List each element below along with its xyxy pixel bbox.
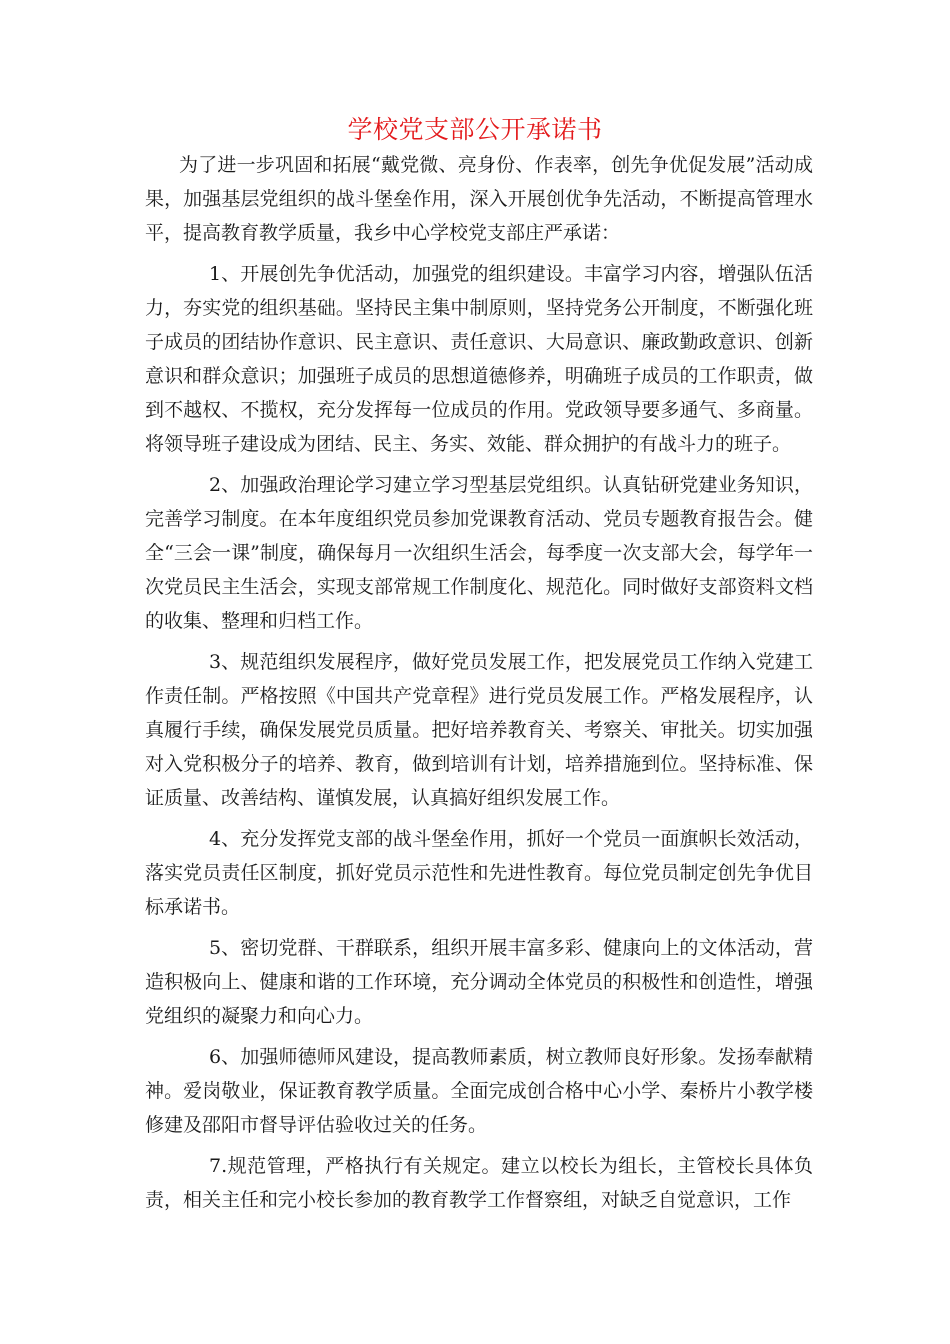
commitment-paragraph-2: 2、加强政治理论学习建立学习型基层党组织。认真钻研党建业务知识，完善学习制度。在本年度组织党员参加党课教育活动、党员专题教育报告会。健全“三会一课”制度，确保每月一次组织生活会，每季度一次支部大会，每学年一次党员民主生活会，实现支部常规工作制度化、规范化。同时做好支部资料文档的收集、整理和归档工作。 [145, 474, 813, 632]
commitment-paragraph-6: 6、加强师德师风建设，提高教师素质，树立教师良好形象。发扬奉献精神。爱岗敬业，保证教育教学质量。全面完成创合格中心小学、秦桥片小教学楼修建及邵阳市督导评估验收过关的任务。 [145, 1046, 813, 1136]
document-body [145, 148, 813, 1217]
document-title: 学校党支部公开承诺书 [347, 115, 603, 144]
commitment-paragraph-5: 5、密切党群、干群联系，组织开展丰富多彩、健康向上的文体活动，营造积极向上、健康和谐的工作环境，充分调动全体党员的积极性和创造性，增强党组织的凝聚力和向心力。 [145, 937, 813, 1027]
commitment-paragraph-1: 1、开展创先争优活动，加强党的组织建设。丰富学习内容，增强队伍活力，夯实党的组织基础。坚持民主集中制原则，坚持党务公开制度，不断强化班子成员的团结协作意识、民主意识、责任意识、大局意识、廉政勤政意识、创新意识和群众意识；加强班子成员的思想道德修养，明确班子成员的工作职责，做到不越权、不揽权，充分发挥每一位成员的作用。党政领导要多通气、多商量。将领导班子建设成为团结、民主、务实、效能、群众拥护的有战斗力的班子。 [145, 263, 813, 455]
commitment-paragraph-7: 7.规范管理，严格执行有关规定。建立以校长为组长，主管校长具体负责，相关主任和完小校长参加的教育教学工作督察组，对缺乏自觉意识，工作 [145, 1155, 813, 1211]
intro-paragraph: 为了进一步巩固和拓展“戴党微、亮身份、作表率，创先争优促发展”活动成果，加强基层党组织的战斗堡垒作用，深入开展创优争先活动，不断提高管理水平，提高教育教学质量，我乡中心学校党支部庄严承诺： [145, 154, 813, 244]
commitment-paragraph-3: 3、规范组织发展程序，做好党员发展工作，把发展党员工作纳入党建工作责任制。严格按照《中国共产党章程》进行党员发展工作。严格发展程序，认真履行手续，确保发展党员质量。把好培养教育关、考察关、审批关。切实加强对入党积极分子的培养、教育，做到培训有计划，培养措施到位。坚持标准、保证质量、改善结构、谨慎发展，认真搞好组织发展工作。 [145, 651, 813, 809]
commitment-paragraph-4: 4、充分发挥党支部的战斗堡垒作用，抓好一个党员一面旗帜长效活动，落实党员责任区制度，抓好党员示范性和先进性教育。每位党员制定创先争优目标承诺书。 [145, 828, 813, 918]
